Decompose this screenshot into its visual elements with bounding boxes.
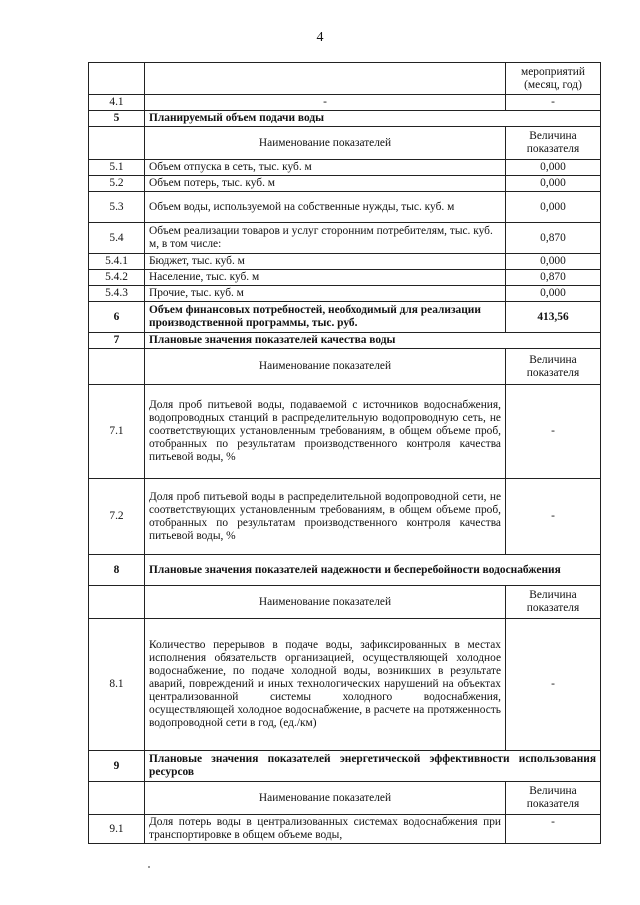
section-value: 413,56: [506, 302, 601, 333]
cell-empty-text: [145, 63, 506, 95]
section-number: 6: [89, 302, 145, 333]
table-row: [89, 95, 601, 111]
cell-empty-num: [89, 782, 145, 815]
row-text: -: [145, 95, 506, 111]
section-row: [89, 751, 601, 782]
row-number: 5.4.3: [89, 286, 145, 302]
row-number: 5.2: [89, 176, 145, 192]
row-value: -: [506, 619, 601, 751]
row-number: 8.1: [89, 619, 145, 751]
column-header-name: Наименование показателей: [145, 782, 506, 815]
column-header-value: Величина показателя: [506, 349, 601, 385]
row-text: Объем воды, используемой на собственные нужды, тыс. куб. м: [145, 192, 506, 223]
column-header-name: Наименование показателей: [145, 127, 506, 160]
subheader-row: [89, 127, 601, 160]
section-number: 5: [89, 111, 145, 127]
row-number: 5.4.2: [89, 270, 145, 286]
row-number: 5.3: [89, 192, 145, 223]
section-row: [89, 333, 601, 349]
table-row: [89, 176, 601, 192]
table-row: [89, 254, 601, 270]
row-number: 7.1: [89, 385, 145, 479]
table-row: [89, 619, 601, 751]
production-program-table: [88, 62, 601, 844]
table-row: [89, 385, 601, 479]
row-text: Количество перерывов в подаче воды, зафиксированных в местах исполнения обязательств организацией, осуществляющей холодное водоснабжение, по подаче холодной воды, возникших в результате аварий, повреждений и иных технологических нарушений на объектах централизованной системы холодного водоснабжения, осуществляющей холодное водоснабжение, в расчете на протяженность водопроводной сети в год, (ед./км): [145, 619, 506, 751]
table-row: [89, 223, 601, 254]
cell-empty-num: [89, 127, 145, 160]
table-row: [89, 192, 601, 223]
section-number: 9: [89, 751, 145, 782]
row-value: 0,000: [506, 160, 601, 176]
table-row: [89, 815, 601, 844]
section-row: [89, 302, 601, 333]
row-value: -: [506, 479, 601, 555]
row-text: Доля проб питьевой воды, подаваемой с источников водоснабжения, водопроводных станций в распределительную водопроводную сеть, не соответствующих установленным требованиям, в общем объеме проб, отобранных по результатам производственного контроля качества питьевой воды, %: [145, 385, 506, 479]
table-row: [89, 479, 601, 555]
section-title: Плановые значения показателей надежности и бесперебойности водоснабжения: [145, 555, 601, 586]
table-row: [89, 270, 601, 286]
row-text: Население, тыс. куб. м: [145, 270, 506, 286]
row-number: 4.1: [89, 95, 145, 111]
row-value: 0,000: [506, 176, 601, 192]
row-text: Объем отпуска в сеть, тыс. куб. м: [145, 160, 506, 176]
row-text: Объем реализации товаров и услуг сторонним потребителям, тыс. куб. м, в том числе:: [145, 223, 506, 254]
column-header-name: Наименование показателей: [145, 586, 506, 619]
subheader-row: [89, 586, 601, 619]
column-header-value: Величина показателя: [506, 782, 601, 815]
cell-empty-num: [89, 63, 145, 95]
table-row: [89, 63, 601, 95]
row-number: 5.1: [89, 160, 145, 176]
row-value: 0,000: [506, 286, 601, 302]
row-text: Доля проб питьевой воды в распределительной водопроводной сети, не соответствующих установленным требованиям, в общем объеме проб, отобранных по результатам производственного контроля качества питьевой воды, %: [145, 479, 506, 555]
section-row: [89, 111, 601, 127]
table-row: [89, 286, 601, 302]
row-number: 5.4: [89, 223, 145, 254]
column-header-name: Наименование показателей: [145, 349, 506, 385]
row-value: 0,000: [506, 254, 601, 270]
row-number: 9.1: [89, 815, 145, 844]
section-title: Плановые значения показателей качества воды: [145, 333, 601, 349]
section-title: Плановые значения показателей энергетической эффективности использования ресурсов: [145, 751, 601, 782]
scan-speck: [148, 866, 150, 868]
section-title: Планируемый объем подачи воды: [145, 111, 601, 127]
column-header-value: Величина показателя: [506, 127, 601, 160]
row-text: Прочие, тыс. куб. м: [145, 286, 506, 302]
table-row: [89, 160, 601, 176]
cell-empty-num: [89, 586, 145, 619]
row-text: Бюджет, тыс. куб. м: [145, 254, 506, 270]
section-row: [89, 555, 601, 586]
section-number: 8: [89, 555, 145, 586]
row-text: Доля потерь воды в централизованных системах водоснабжения при транспортировке в общем объеме воды,: [145, 815, 506, 844]
row-text: Объем потерь, тыс. куб. м: [145, 176, 506, 192]
row-number: 7.2: [89, 479, 145, 555]
row-value: -: [506, 815, 601, 844]
section-title: Объем финансовых потребностей, необходимый для реализации производственной программы, тыс. руб.: [145, 302, 506, 333]
row-value: 0,870: [506, 223, 601, 254]
row-value: 0,000: [506, 192, 601, 223]
subheader-row: [89, 782, 601, 815]
header-value-cell: мероприятий (месяц, год): [506, 63, 601, 95]
row-value: -: [506, 95, 601, 111]
section-number: 7: [89, 333, 145, 349]
row-number: 5.4.1: [89, 254, 145, 270]
page-number: 4: [316, 30, 324, 45]
cell-empty-num: [89, 349, 145, 385]
column-header-value: Величина показателя: [506, 586, 601, 619]
row-value: 0,870: [506, 270, 601, 286]
row-value: -: [506, 385, 601, 479]
subheader-row: [89, 349, 601, 385]
